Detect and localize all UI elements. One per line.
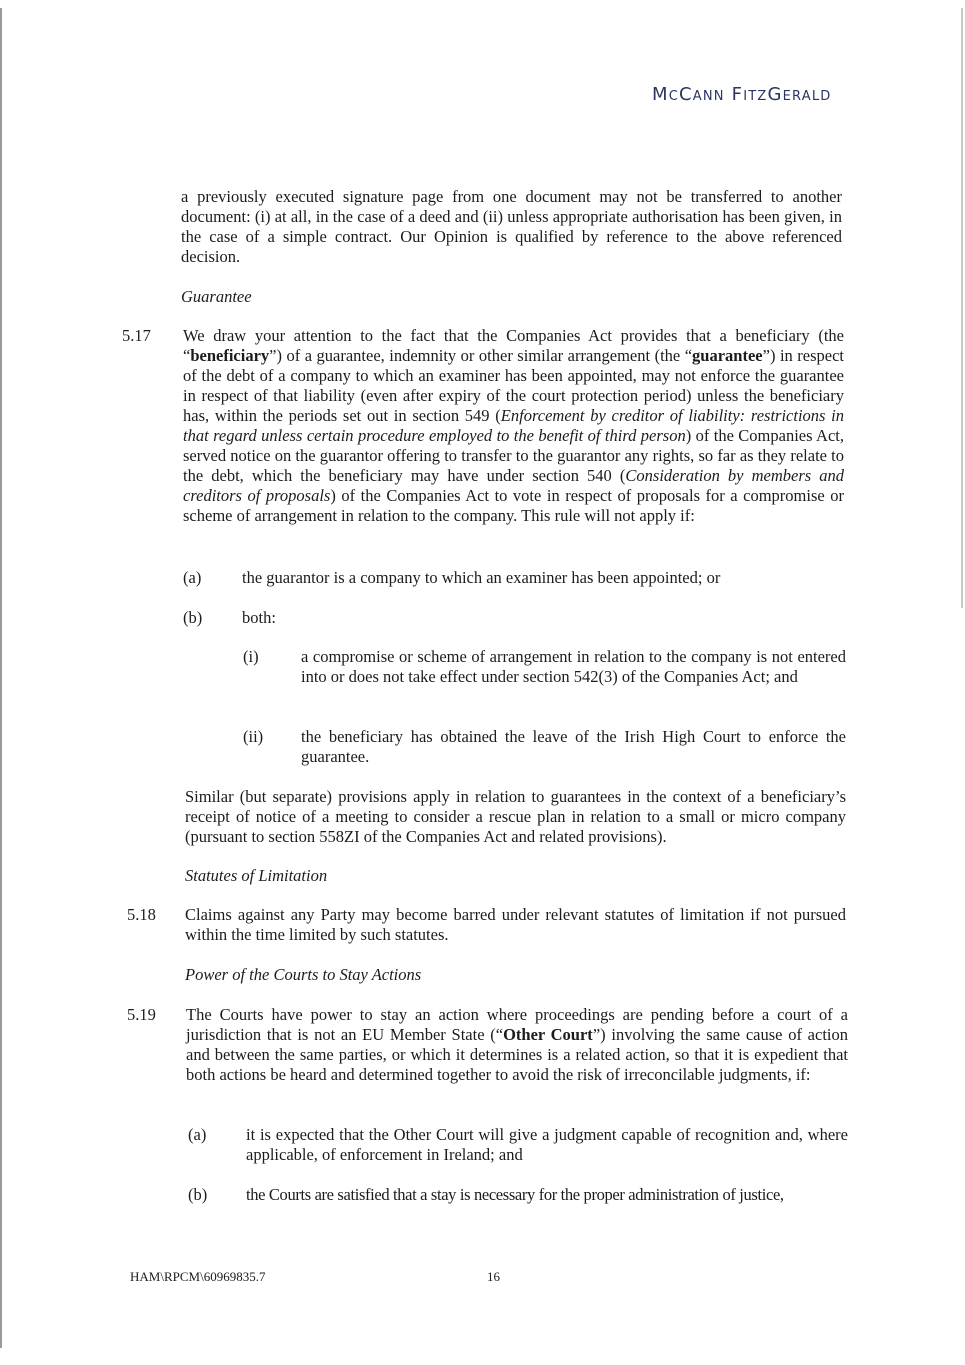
page-edge-left <box>0 8 2 1348</box>
paragraph-5-19: The Courts have power to stay an action where proceedings are pending before a court of a jurisdiction that is not an EU Member State (“Other Court”) involving the same cause of action and between the same parties, or which it determines is a related action, so that it is expedient that both actions be heard and determined together to avoid the risk of irreconcilable judgments, if: <box>186 1005 848 1084</box>
subitem-label-i: (i) <box>243 647 259 666</box>
item-label-a: (a) <box>183 568 202 587</box>
stay-item-label-b: (b) <box>188 1185 208 1204</box>
paragraph-5-17: We draw your attention to the fact that the Companies Act provides that a beneficiary (the “beneficiary”) of a guarantee, indemnity or other similar arrangement (the “guarantee”) in respect of the debt of a company to which an examiner has been appointed, may not enforce the guarantee in respect of that liability (even after expiry of the court protection period) unless the beneficiary has, within the periods set out in section 549 (Enforcement by creditor of liability: restrictions in that regard unless certain procedure employed to the benefit of third person) of the Companies Act, served notice on the guarantor offering to transfer to the guarantor any rights, so far as they relate to the debt, which the beneficiary may have under section 540 (Consideration by members and creditors of proposals) of the Companies Act to vote in respect of proposals for a compromise or scheme of arrangement in relation to the company. This rule will not apply if: <box>183 326 845 525</box>
heading-guarantee: Guarantee <box>181 287 252 306</box>
item-a-text: the guarantor is a company to which an examiner has been appointed; or <box>242 568 721 587</box>
stay-item-a-text: it is expected that the Other Court will give a judgment capable of recognition and, where applicable, of enforcement in Ireland; and <box>246 1125 848 1164</box>
intro-paragraph <box>181 187 842 267</box>
defined-term-guarantee: guarantee <box>692 346 763 365</box>
page-number: 16 <box>487 1269 500 1284</box>
document-reference: HAM\RPCM\60969835.7 <box>130 1269 266 1284</box>
stay-item-b-text: the Courts are satisfied that a stay is necessary for the proper administration of justice, <box>246 1185 784 1204</box>
intro-text: a previously executed signature page from one document may not be transferred to another document: (i) at all, in the case of a deed and (ii) unless appropriate authorisation has been given, in the case of a simple contract. Our Opinion is qualified by reference to the above referenced decision. <box>181 187 842 266</box>
firm-logo: McCann FitzGerald <box>652 84 832 105</box>
section-number-5-17: 5.17 <box>122 326 151 345</box>
section-549-title: Enforcement by creditor of liability: restrictions in that regard unless certain procedure employed to the benefit of third person <box>183 406 845 445</box>
section-number-5-18: 5.18 <box>127 905 156 924</box>
item-label-b: (b) <box>183 608 203 627</box>
section-number-5-19: 5.19 <box>127 1005 156 1024</box>
heading-statutes-of-limitation: Statutes of Limitation <box>185 866 328 885</box>
page-edge-right <box>961 8 963 608</box>
subitem-i-text: a compromise or scheme of arrangement in relation to the company is not entered into or does not take effect under section 542(3) of the Companies Act; and <box>301 647 846 686</box>
subitem-ii-text: the beneficiary has obtained the leave of the Irish High Court to enforce the guarantee. <box>301 727 846 766</box>
guarantee-closing-paragraph: Similar (but separate) provisions apply in relation to guarantees in the context of a beneficiary’s receipt of notice of a meeting to consider a rescue plan in relation to a small or micro company (pursuant to section 558ZI of the Companies Act and related provisions). <box>185 787 846 846</box>
item-b-text: both: <box>242 608 276 627</box>
subitem-label-ii: (ii) <box>243 727 264 746</box>
heading-power-to-stay: Power of the Courts to Stay Actions <box>185 965 422 984</box>
defined-term-beneficiary: beneficiary <box>190 346 270 365</box>
stay-item-label-a: (a) <box>188 1125 207 1144</box>
paragraph-5-18: Claims against any Party may become barred under relevant statutes of limitation if not pursued within the time limited by such statutes. <box>185 905 846 944</box>
defined-term-other-court: Other Court <box>503 1025 593 1044</box>
section-540-title: Consideration by members and creditors of proposals <box>183 466 844 505</box>
